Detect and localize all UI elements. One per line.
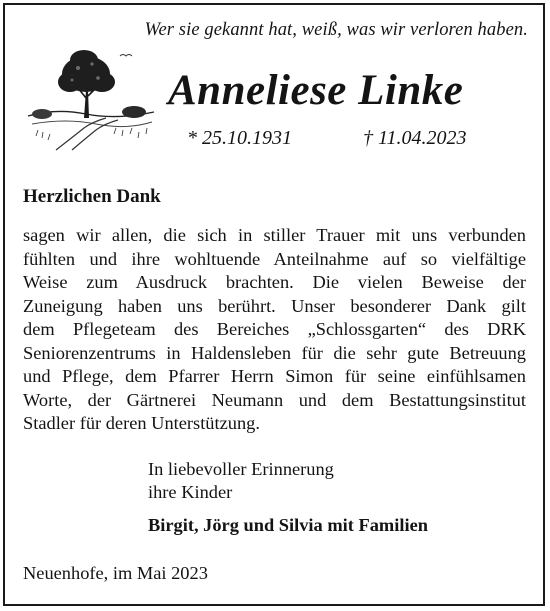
body-line: und Pflege, dem Pfarrer Herrn Simon für seine einfühlsamen — [23, 366, 526, 386]
body-line: Worte, der Gärtnerei Neumann und dem Bestattungsinstitut — [23, 389, 526, 410]
closing — [148, 458, 334, 504]
deceased-name: Anneliese Linke — [168, 67, 464, 114]
closing-line: ihre Kinder — [148, 482, 233, 502]
death-date: † 11.04.2023 — [363, 127, 467, 149]
motto: Wer sie gekannt hat, weiß, was wir verloren haben. — [144, 20, 528, 40]
body-text — [23, 224, 526, 436]
place-date: Neuenhofe, im Mai 2023 — [23, 563, 208, 583]
body-line: dem Pflegeteam des Bereiches „Schlossgarten“ des DRK — [23, 319, 526, 339]
body-line: Zuneigung haben uns berührt. Unser besonderer Dank gilt — [23, 295, 526, 316]
body-line: fühlten und ihre wohltuende Anteilnahme auf so vielfältige — [23, 248, 526, 269]
heading: Herzlichen Dank — [23, 186, 161, 207]
birth-date: * 25.10.1931 — [187, 127, 292, 149]
body-line: Weise zum Ausdruck brachten. Die vielen Beweise der — [23, 272, 526, 292]
body-line: Stadler für deren Unterstützung. — [23, 413, 260, 433]
signers: Birgit, Jörg und Silvia mit Familien — [148, 515, 428, 535]
landscape-tree-icon — [26, 44, 158, 154]
body-line: sagen wir allen, die sich in stiller Trauer mit uns verbunden — [23, 225, 526, 245]
closing-line: In liebevoller Erinnerung — [148, 459, 334, 479]
body-line: Seniorenzentrums in Haldensleben für die sehr gute Betreuung — [23, 342, 526, 363]
